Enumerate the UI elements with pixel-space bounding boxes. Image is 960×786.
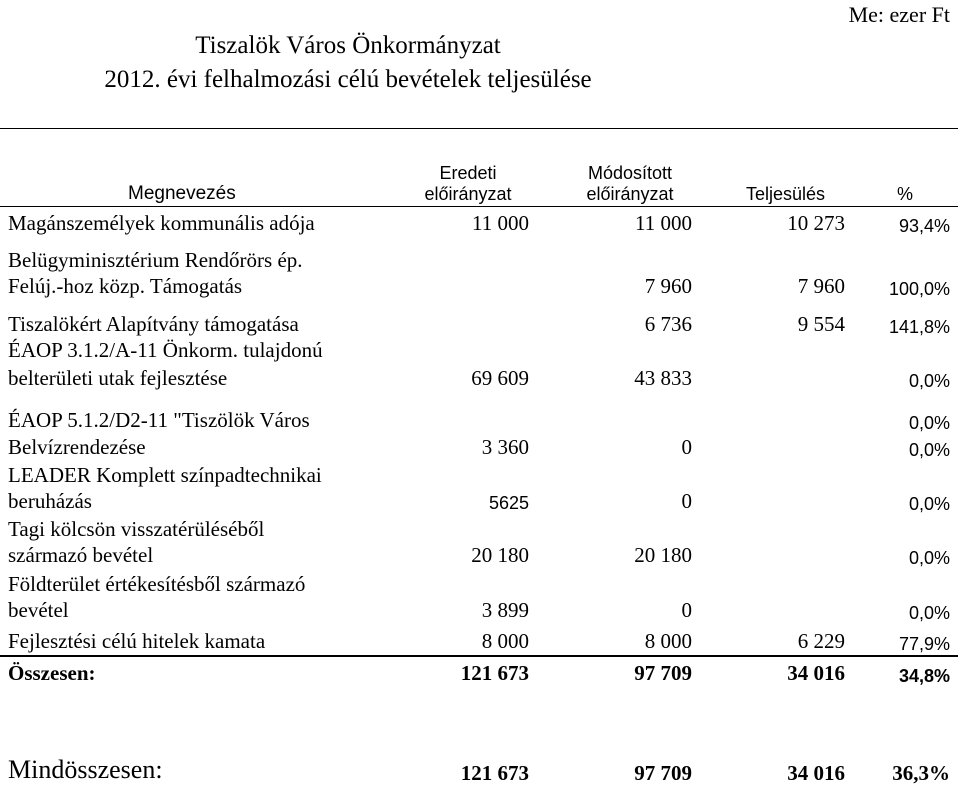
header-modified	[555, 163, 705, 205]
row-label: Tiszalökért Alapítvány támogatása	[8, 312, 299, 336]
grand-total-original: 121 673	[460, 761, 529, 785]
row-percent: 0,0%	[908, 603, 950, 623]
grand-total-fulfilled: 34 016	[787, 761, 845, 785]
row-original: 69 609	[471, 366, 529, 390]
row-fulfilled: 9 554	[797, 312, 845, 336]
row-label-cont: beruházás	[8, 489, 92, 513]
page-subtitle: 2012. évi felhalmozási célú bevételek teljesülése	[104, 66, 592, 93]
row-original: 20 180	[471, 543, 529, 567]
total-fulfilled: 34 016	[787, 661, 845, 685]
row-percent: 0,0%	[908, 371, 950, 391]
row-fulfilled: 10 273	[787, 211, 845, 235]
row-percent: 0,0%	[908, 548, 950, 568]
row-original: 11 000	[472, 211, 529, 235]
row-label: Magánszemélyek kommunális adója	[8, 211, 315, 235]
row-label: Fejlesztési célú hitelek kamata	[8, 629, 266, 653]
row-percent: 0,0%	[908, 494, 950, 514]
row-modified: 0	[681, 598, 692, 622]
row-label: Tagi kölcsön visszatérüléséből	[8, 517, 265, 541]
header-original	[398, 163, 538, 205]
row-label: Belügyminisztérium Rendőrörs ép.	[8, 248, 303, 272]
row-percent: 93,4%	[898, 216, 950, 236]
row-modified: 11 000	[635, 211, 692, 235]
total-modified: 97 709	[634, 661, 692, 685]
header-percent: %	[896, 184, 913, 204]
row-modified: 0	[681, 489, 692, 513]
row-label-cont: származó bevétel	[8, 543, 154, 567]
row-label: Földterület értékesítésből származó	[8, 572, 306, 596]
grand-total-label: Mindösszesen:	[8, 755, 163, 784]
page-title: Tiszalök Város Önkormányzat	[195, 32, 501, 59]
row-modified: 0	[681, 435, 692, 459]
row-label-cont: belterületi utak fejlesztése	[8, 366, 228, 390]
header-modified-line2: előirányzat	[586, 184, 674, 204]
row-label: ÉAOP 5.1.2/D2-11 "Tiszölök Város	[8, 408, 310, 432]
unit-label: Me: ezer Ft	[848, 2, 950, 27]
total-top-border	[0, 655, 958, 657]
row-label-cont: Felúj.-hoz közp. Támogatás	[8, 274, 243, 298]
row-percent: 77,9%	[898, 634, 950, 654]
total-label: Összesen:	[8, 661, 96, 685]
header-original-line1: Eredeti	[439, 163, 497, 183]
grand-total-modified: 97 709	[634, 761, 692, 785]
table-top-border	[0, 128, 958, 129]
row-modified: 20 180	[634, 543, 692, 567]
total-original: 121 673	[460, 661, 529, 685]
row-label: LEADER Komplett színpadtechnikai	[8, 463, 322, 487]
row-original: 3 360	[481, 435, 529, 459]
row-modified: 7 960	[644, 274, 692, 298]
row-label-cont: bevétel	[8, 598, 69, 622]
header-original-line2: előirányzat	[424, 184, 512, 204]
row-percent: 0,0%	[908, 440, 950, 460]
row-label: Belvízrendezése	[8, 435, 146, 459]
row-label: ÉAOP 3.1.2/A-11 Önkorm. tulajdonú	[8, 338, 323, 362]
row-modified: 8 000	[644, 629, 692, 653]
row-percent: 100,0%	[888, 279, 950, 299]
row-percent: 0,0%	[908, 413, 950, 433]
row-original: 5625	[488, 493, 529, 513]
row-percent: 141,8%	[888, 317, 950, 337]
row-modified: 6 736	[644, 312, 692, 336]
total-percent: 34,8%	[898, 666, 950, 686]
row-fulfilled: 7 960	[797, 274, 845, 298]
header-fulfilled: Teljesülés	[745, 184, 825, 204]
row-modified: 43 833	[634, 366, 692, 390]
row-original: 3 899	[481, 598, 529, 622]
header-modified-line1: Módosított	[587, 163, 673, 183]
grand-total-percent: 36,3%	[892, 761, 950, 785]
header-bottom-border	[0, 206, 958, 207]
row-fulfilled: 6 229	[797, 629, 845, 653]
header-name: Megnevezés	[128, 183, 236, 204]
row-original: 8 000	[481, 629, 529, 653]
